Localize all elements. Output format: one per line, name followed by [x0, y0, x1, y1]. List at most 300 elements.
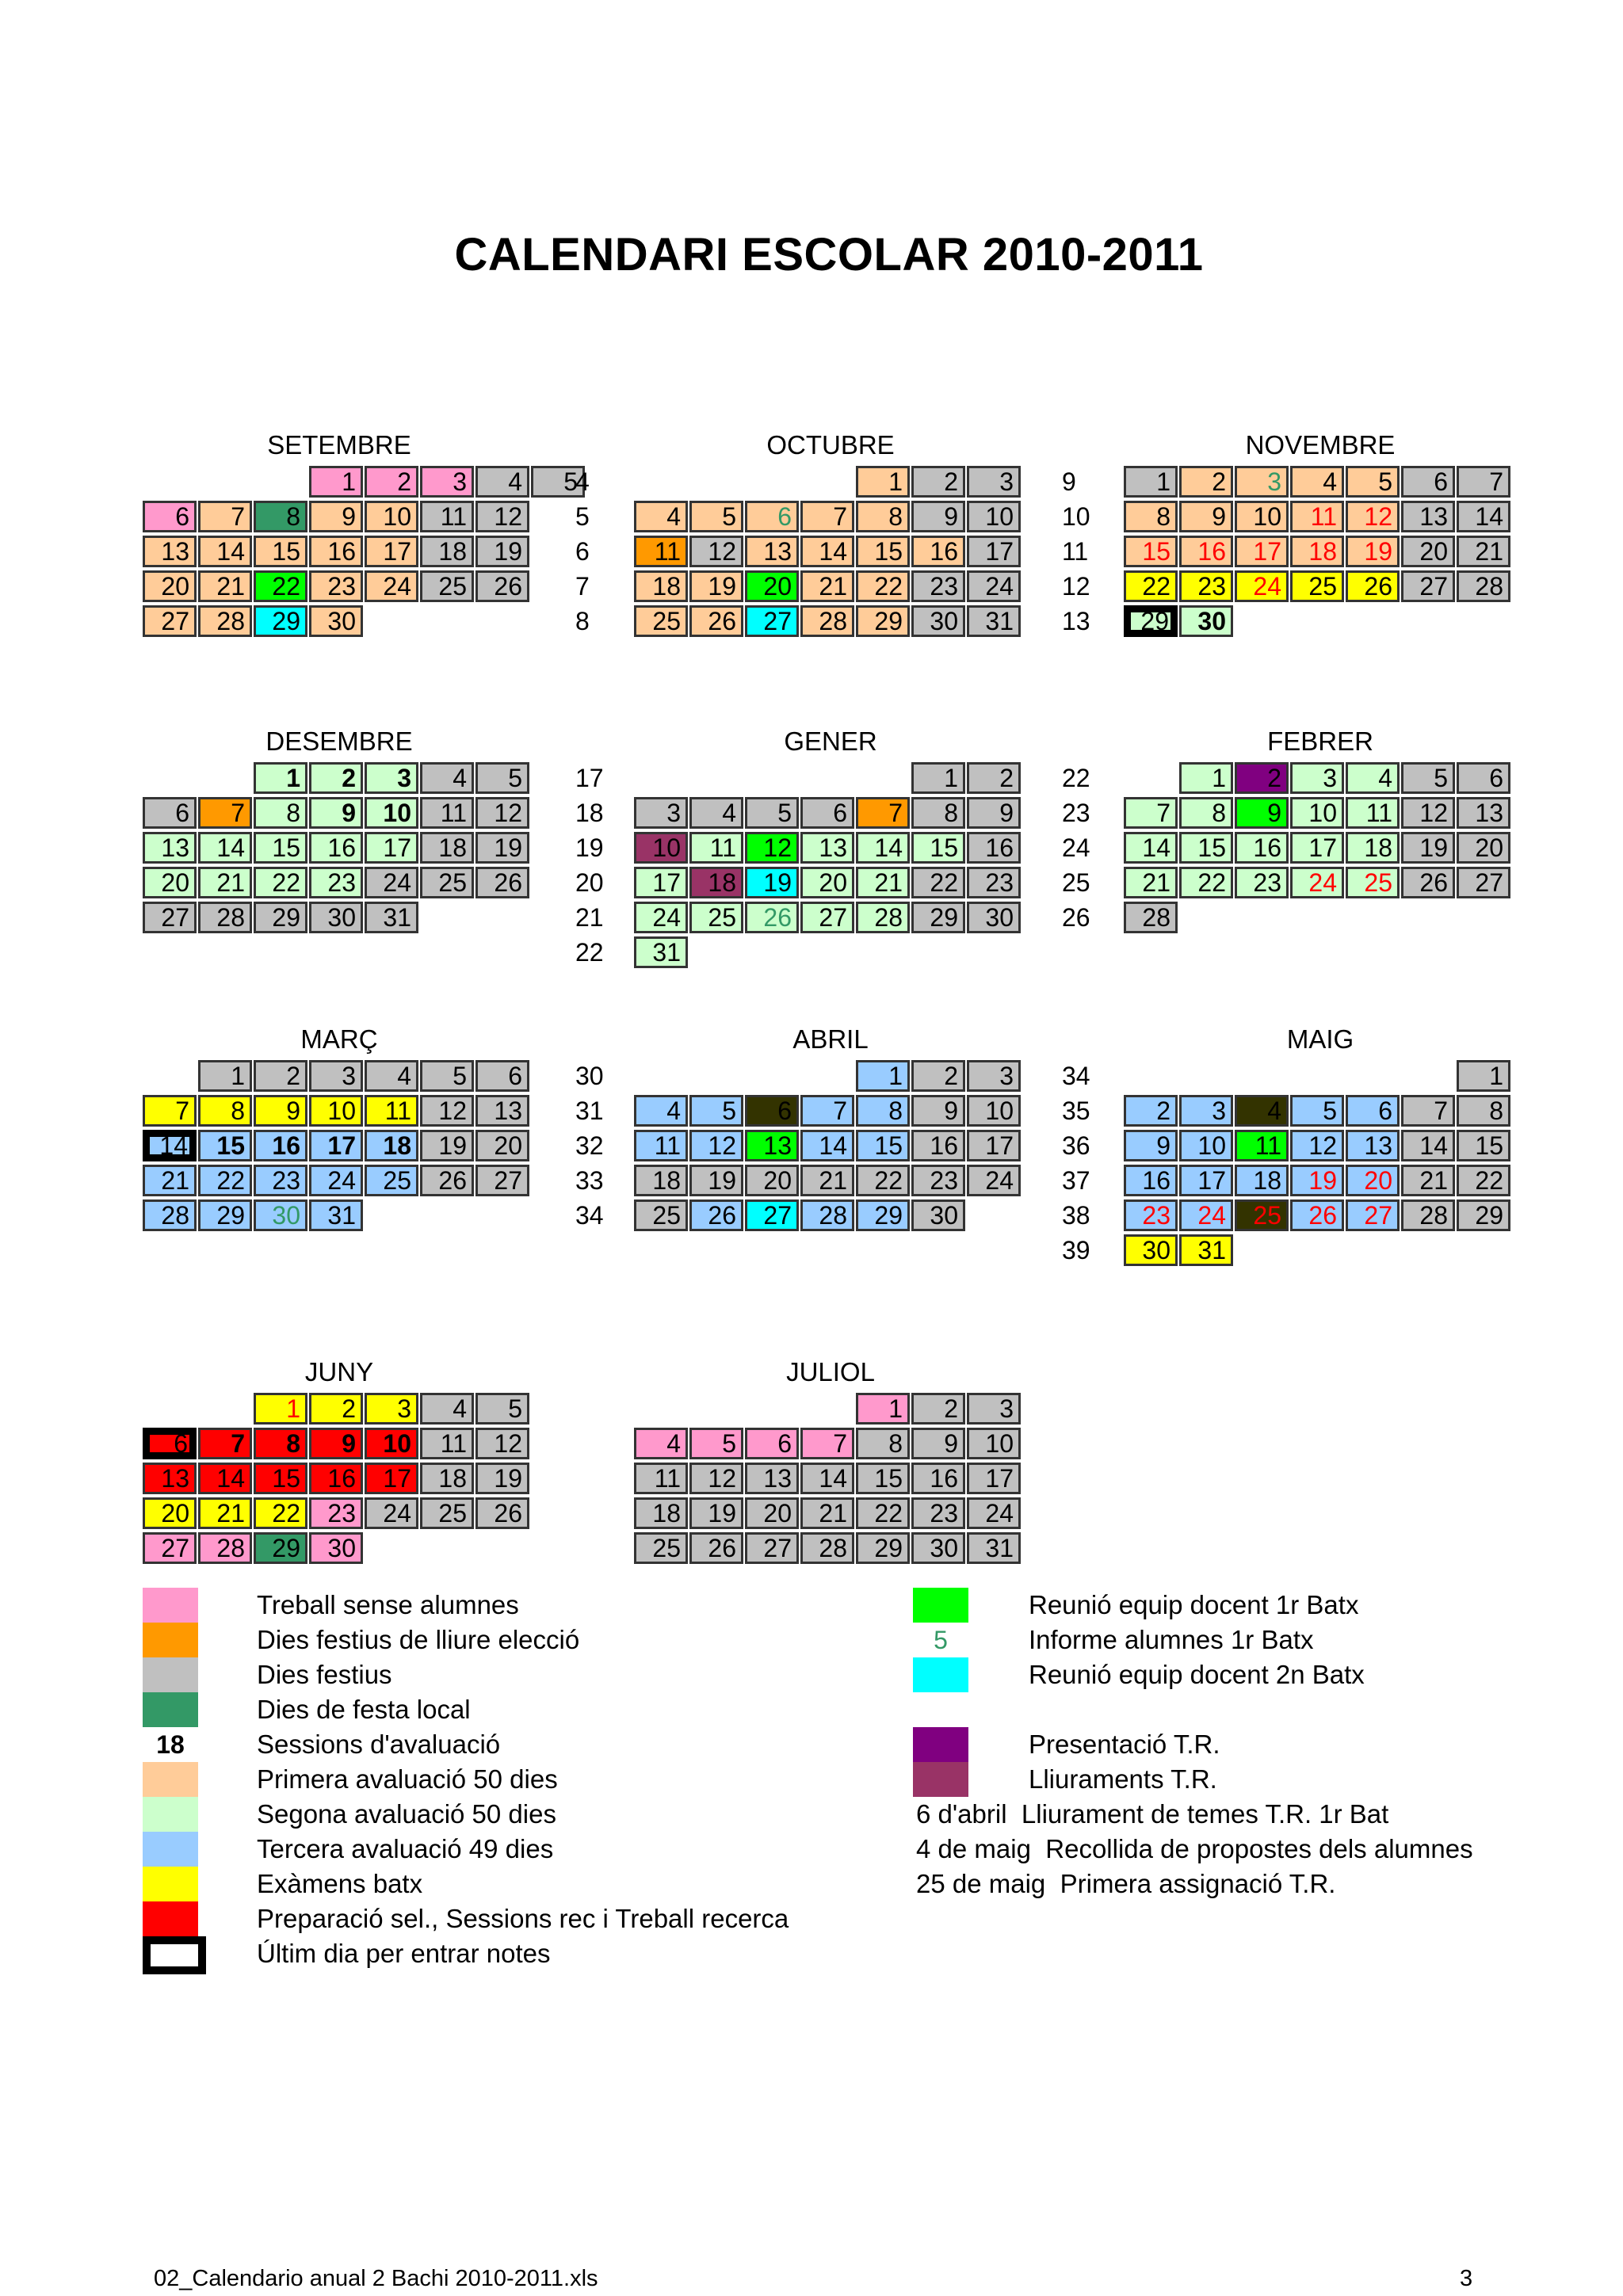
day-cell: 4 [1235, 1095, 1289, 1127]
legend-label: Dies de festa local [257, 1695, 471, 1724]
day-cell: 2 [365, 466, 418, 498]
day-cell: 26 [745, 902, 799, 933]
day-cell: 19 [689, 1165, 743, 1196]
day-cell: 27 [745, 1199, 799, 1231]
day-cell: 5 [745, 797, 799, 829]
day-cell: 16 [309, 536, 363, 567]
day-cell: 2 [1235, 762, 1289, 794]
day-cell: 10 [1290, 797, 1344, 829]
day-cell: 30 [309, 1532, 363, 1564]
day-cell: 14 [800, 1463, 854, 1494]
day-cell: 17 [365, 536, 418, 567]
day-cell: 23 [1179, 570, 1233, 602]
day-cell: 29 [1457, 1199, 1510, 1231]
day-cell: 19 [475, 832, 529, 864]
day-cell: 2 [911, 1393, 965, 1425]
day-cell: 7 [800, 501, 854, 532]
week-number: 35 [1062, 1097, 1090, 1125]
legend-swatch [913, 1657, 968, 1692]
day-cell: 30 [1179, 605, 1233, 637]
week-number: 30 [575, 1062, 604, 1090]
day-cell: 11 [420, 501, 474, 532]
day-cell: 25 [634, 605, 688, 637]
note-row [916, 1832, 1473, 1867]
day-cell: 27 [1346, 1199, 1400, 1231]
day-cell: 28 [1457, 570, 1510, 602]
week-number: 37 [1062, 1166, 1090, 1195]
week-number: 18 [575, 799, 604, 827]
day-cell: 20 [475, 1130, 529, 1161]
day-cell: 18 [420, 1463, 474, 1494]
day-cell: 8 [1457, 1095, 1510, 1127]
day-cell: 6 [1346, 1095, 1400, 1127]
day-cell: 25 [1290, 570, 1344, 602]
legend-swatch [143, 1797, 198, 1832]
day-cell: 12 [1290, 1130, 1344, 1161]
day-cell: 16 [911, 1130, 965, 1161]
legend-label: Presentació T.R. [1029, 1730, 1220, 1759]
day-cell: 1 [856, 1060, 910, 1092]
day-cell: 26 [689, 1532, 743, 1564]
day-cell: 15 [1124, 536, 1178, 567]
day-cell: 20 [143, 867, 197, 898]
day-cell: 10 [309, 1095, 363, 1127]
day-cell: 31 [309, 1199, 363, 1231]
week-number: 38 [1062, 1201, 1090, 1230]
week-number: 20 [575, 868, 604, 897]
day-cell: 27 [745, 605, 799, 637]
day-cell: 7 [1457, 466, 1510, 498]
day-cell: 4 [1346, 762, 1400, 794]
day-cell: 28 [198, 902, 252, 933]
day-cell: 4 [689, 797, 743, 829]
day-cell: 16 [1179, 536, 1233, 567]
day-cell: 12 [475, 501, 529, 532]
day-cell: 22 [1457, 1165, 1510, 1196]
day-cell: 4 [634, 1095, 688, 1127]
day-cell: 9 [967, 797, 1021, 829]
day-cell: 21 [1401, 1165, 1455, 1196]
day-cell: 28 [198, 605, 252, 637]
day-cell: 23 [254, 1165, 307, 1196]
day-cell: 3 [365, 762, 418, 794]
day-cell: 12 [745, 832, 799, 864]
day-cell: 18 [420, 536, 474, 567]
day-cell: 15 [856, 536, 910, 567]
day-cell: 21 [800, 1165, 854, 1196]
day-cell: 17 [634, 867, 688, 898]
day-cell: 15 [198, 1130, 252, 1161]
day-cell: 3 [1235, 466, 1289, 498]
day-cell: 30 [309, 605, 363, 637]
day-cell: 16 [967, 832, 1021, 864]
day-cell: 9 [309, 797, 363, 829]
day-cell: 10 [967, 1095, 1021, 1127]
day-cell: 11 [634, 536, 688, 567]
day-cell: 17 [365, 1463, 418, 1494]
month-name: JULIOL [786, 1357, 875, 1386]
day-cell: 29 [198, 1199, 252, 1231]
week-number: 26 [1062, 903, 1090, 932]
note-label: Primera assignació T.R. [1045, 1869, 1336, 1898]
day-cell: 6 [1401, 466, 1455, 498]
legend-sample: 5 [934, 1626, 948, 1654]
day-cell: 7 [800, 1095, 854, 1127]
day-cell: 5 [1346, 466, 1400, 498]
day-cell: 14 [1457, 501, 1510, 532]
day-cell: 18 [1235, 1165, 1289, 1196]
day-cell: 1 [198, 1060, 252, 1092]
day-cell: 24 [1290, 867, 1344, 898]
legend-swatch [143, 1657, 198, 1692]
week-number: 34 [1062, 1062, 1090, 1090]
day-cell: 29 [911, 902, 965, 933]
day-cell: 23 [309, 867, 363, 898]
week-number: 33 [575, 1166, 604, 1195]
day-cell: 31 [365, 902, 418, 933]
day-cell: 2 [911, 466, 965, 498]
day-cell: 23 [967, 867, 1021, 898]
day-cell: 13 [1346, 1130, 1400, 1161]
day-cell: 26 [1346, 570, 1400, 602]
day-cell: 3 [420, 466, 474, 498]
day-cell: 16 [309, 1463, 363, 1494]
day-cell: 3 [967, 1060, 1021, 1092]
day-cell: 31 [634, 936, 688, 968]
day-cell: 2 [911, 1060, 965, 1092]
day-cell: 7 [198, 1428, 252, 1459]
day-cell: 9 [911, 1095, 965, 1127]
day-cell: 5 [475, 1393, 529, 1425]
day-cell: 24 [967, 1497, 1021, 1529]
day-cell: 28 [800, 1532, 854, 1564]
day-cell: 29 [254, 902, 307, 933]
day-cell: 17 [967, 1463, 1021, 1494]
day-cell: 19 [475, 1463, 529, 1494]
day-cell: 2 [1179, 466, 1233, 498]
day-cell: 24 [1235, 570, 1289, 602]
day-cell: 30 [911, 1199, 965, 1231]
day-cell: 1 [1179, 762, 1233, 794]
legend-label: Segona avaluació 50 dies [257, 1799, 556, 1829]
day-cell: 21 [198, 570, 252, 602]
day-cell: 8 [254, 1428, 307, 1459]
day-cell: 10 [1235, 501, 1289, 532]
day-cell: 15 [856, 1463, 910, 1494]
day-cell: 21 [143, 1165, 197, 1196]
day-cell: 19 [420, 1130, 474, 1161]
month-name: OCTUBRE [766, 430, 895, 460]
day-cell: 27 [475, 1165, 529, 1196]
note-row [916, 1797, 1388, 1832]
week-number: 13 [1062, 607, 1090, 635]
week-number: 23 [1062, 799, 1090, 827]
day-cell: 15 [1179, 832, 1233, 864]
legend-swatch [913, 1762, 968, 1797]
day-cell: 4 [634, 1428, 688, 1459]
day-cell: 25 [365, 1165, 418, 1196]
month-name: JUNY [304, 1357, 374, 1386]
day-cell: 22 [254, 1497, 307, 1529]
week-number: 5 [575, 502, 590, 531]
day-cell: 12 [420, 1095, 474, 1127]
month-name: NOVEMBRE [1245, 430, 1396, 460]
day-cell: 14 [800, 536, 854, 567]
day-cell: 10 [967, 501, 1021, 532]
legend-swatch [143, 1692, 198, 1727]
day-cell: 28 [143, 1199, 197, 1231]
day-cell: 6 [745, 1095, 799, 1127]
day-cell: 3 [365, 1393, 418, 1425]
day-cell: 18 [689, 867, 743, 898]
week-number: 34 [575, 1201, 604, 1230]
day-cell: 13 [143, 832, 197, 864]
day-cell: 26 [475, 570, 529, 602]
day-cell: 26 [689, 1199, 743, 1231]
day-cell: 28 [1401, 1199, 1455, 1231]
week-number: 12 [1062, 572, 1090, 601]
day-cell: 21 [1124, 867, 1178, 898]
day-cell: 10 [634, 832, 688, 864]
day-cell: 1 [309, 466, 363, 498]
day-cell: 30 [911, 1532, 965, 1564]
day-cell: 27 [800, 902, 854, 933]
day-cell: 20 [745, 1165, 799, 1196]
week-number: 7 [575, 572, 590, 601]
day-cell: 20 [745, 1497, 799, 1529]
day-cell: 30 [911, 605, 965, 637]
day-cell: 25 [1346, 867, 1400, 898]
day-cell: 1 [1124, 466, 1178, 498]
day-cell: 7 [1401, 1095, 1455, 1127]
day-cell: 14 [800, 1130, 854, 1161]
legend-label: Lliuraments T.R. [1029, 1764, 1217, 1794]
legend-label: Últim dia per entrar notes [257, 1939, 551, 1968]
day-cell: 15 [856, 1130, 910, 1161]
day-cell: 14 [1124, 832, 1178, 864]
day-cell: 25 [689, 902, 743, 933]
legend-label: Reunió equip docent 1r Batx [1029, 1590, 1359, 1619]
day-cell: 3 [634, 797, 688, 829]
day-cell: 23 [911, 1497, 965, 1529]
week-number: 32 [575, 1131, 604, 1160]
footer-filename: 02_Calendario anual 2 Bachi 2010-2011.xls [154, 2266, 598, 2291]
note-label: Lliurament de temes T.R. 1r Bat [1006, 1799, 1389, 1829]
day-cell: 31 [967, 605, 1021, 637]
page-title: CALENDARI ESCOLAR 2010-2011 [454, 229, 1204, 280]
day-cell: 11 [634, 1463, 688, 1494]
day-cell: 7 [1124, 797, 1178, 829]
day-cell: 14 [143, 1130, 197, 1161]
day-cell: 4 [420, 762, 474, 794]
day-cell: 3 [967, 466, 1021, 498]
day-cell: 24 [365, 570, 418, 602]
day-cell: 3 [967, 1393, 1021, 1425]
day-cell: 12 [689, 1463, 743, 1494]
day-cell: 17 [967, 536, 1021, 567]
day-cell: 6 [745, 1428, 799, 1459]
day-cell: 1 [911, 762, 965, 794]
month-name: FEBRER [1267, 727, 1373, 756]
note-label: Recollida de propostes dels alumnes [1030, 1834, 1473, 1863]
day-cell: 26 [1290, 1199, 1344, 1231]
day-cell: 30 [1124, 1234, 1178, 1266]
day-cell: 23 [309, 1497, 363, 1529]
day-cell: 18 [1290, 536, 1344, 567]
week-number: 19 [575, 833, 604, 862]
day-cell: 4 [634, 501, 688, 532]
week-number: 8 [575, 607, 590, 635]
day-cell: 11 [634, 1130, 688, 1161]
day-cell: 12 [1346, 501, 1400, 532]
legend-swatch [143, 1936, 206, 1974]
day-cell: 9 [1179, 501, 1233, 532]
day-cell: 29 [254, 1532, 307, 1564]
day-cell: 23 [1235, 867, 1289, 898]
note-date: 25 de maig [916, 1869, 1046, 1898]
week-number: 22 [575, 938, 604, 967]
day-cell: 3 [309, 1060, 363, 1092]
day-cell: 24 [309, 1165, 363, 1196]
day-cell: 7 [800, 1428, 854, 1459]
day-cell: 1 [254, 1393, 307, 1425]
week-number: 22 [1062, 764, 1090, 792]
legend-swatch [913, 1727, 968, 1762]
day-cell: 6 [143, 1428, 197, 1459]
day-cell: 14 [856, 832, 910, 864]
day-cell: 12 [689, 536, 743, 567]
day-cell: 9 [309, 1428, 363, 1459]
day-cell: 16 [911, 1463, 965, 1494]
day-cell: 31 [1179, 1234, 1233, 1266]
day-cell: 28 [198, 1532, 252, 1564]
day-cell: 10 [365, 797, 418, 829]
day-cell: 15 [254, 832, 307, 864]
day-cell: 25 [1235, 1199, 1289, 1231]
day-cell: 22 [254, 570, 307, 602]
legend-swatch [143, 1762, 198, 1797]
day-cell: 16 [309, 832, 363, 864]
day-cell: 1 [856, 466, 910, 498]
day-cell: 20 [1401, 536, 1455, 567]
day-cell: 18 [634, 1497, 688, 1529]
day-cell: 30 [967, 902, 1021, 933]
month-name: DESEMBRE [265, 727, 413, 756]
legend-swatch [143, 1901, 198, 1936]
day-cell: 27 [143, 605, 197, 637]
day-cell: 6 [143, 501, 197, 532]
day-cell: 10 [967, 1428, 1021, 1459]
day-cell: 1 [254, 762, 307, 794]
day-cell: 16 [911, 536, 965, 567]
day-cell: 21 [198, 1497, 252, 1529]
day-cell: 19 [1401, 832, 1455, 864]
legend-label: Primera avaluació 50 dies [257, 1764, 558, 1794]
day-cell: 28 [856, 902, 910, 933]
day-cell: 30 [254, 1199, 307, 1231]
day-cell: 29 [254, 605, 307, 637]
day-cell: 16 [254, 1130, 307, 1161]
day-cell: 4 [1290, 466, 1344, 498]
day-cell: 13 [800, 832, 854, 864]
day-cell: 16 [1235, 832, 1289, 864]
day-cell: 22 [856, 1497, 910, 1529]
day-cell: 29 [856, 605, 910, 637]
day-cell: 1 [856, 1393, 910, 1425]
day-cell: 9 [911, 1428, 965, 1459]
day-cell: 20 [1457, 832, 1510, 864]
day-cell: 21 [198, 867, 252, 898]
day-cell: 29 [1124, 605, 1178, 637]
day-cell: 11 [365, 1095, 418, 1127]
day-cell: 2 [967, 762, 1021, 794]
legend-label: Treball sense alumnes [257, 1590, 519, 1619]
week-number: 36 [1062, 1131, 1090, 1160]
day-cell: 8 [254, 797, 307, 829]
day-cell: 26 [420, 1165, 474, 1196]
legend-label: Reunió equip docent 2n Batx [1029, 1660, 1365, 1689]
day-cell: 14 [198, 1463, 252, 1494]
day-cell: 6 [745, 501, 799, 532]
day-cell: 13 [143, 536, 197, 567]
day-cell: 8 [856, 1095, 910, 1127]
day-cell: 21 [800, 1497, 854, 1529]
day-cell: 11 [420, 797, 474, 829]
day-cell: 5 [531, 466, 585, 498]
day-cell: 15 [911, 832, 965, 864]
day-cell: 12 [475, 797, 529, 829]
day-cell: 4 [475, 466, 529, 498]
month-name: MAIG [1286, 1024, 1354, 1054]
day-cell: 17 [1235, 536, 1289, 567]
day-cell: 7 [856, 797, 910, 829]
day-cell: 9 [254, 1095, 307, 1127]
day-cell: 20 [800, 867, 854, 898]
day-cell: 22 [856, 1165, 910, 1196]
week-number: 31 [575, 1097, 604, 1125]
legend-swatch [143, 1867, 198, 1901]
day-cell: 8 [1179, 797, 1233, 829]
month-name: SETEMBRE [267, 430, 411, 460]
legend-swatch [143, 1588, 198, 1623]
day-cell: 18 [634, 1165, 688, 1196]
day-cell: 27 [1401, 570, 1455, 602]
note-date: 6 d'abril [916, 1799, 1007, 1829]
day-cell: 28 [800, 1199, 854, 1231]
week-number: 17 [575, 764, 604, 792]
day-cell: 15 [254, 536, 307, 567]
day-cell: 18 [420, 832, 474, 864]
day-cell: 25 [634, 1532, 688, 1564]
day-cell: 11 [1290, 501, 1344, 532]
day-cell: 8 [856, 501, 910, 532]
day-cell: 13 [475, 1095, 529, 1127]
day-cell: 25 [420, 867, 474, 898]
day-cell: 17 [967, 1130, 1021, 1161]
legend-label: Tercera avaluació 49 dies [257, 1834, 554, 1863]
week-number: 39 [1062, 1236, 1090, 1264]
day-cell: 29 [856, 1199, 910, 1231]
day-cell: 4 [365, 1060, 418, 1092]
legend-label: Dies festius de lliure elecció [257, 1625, 580, 1654]
day-cell: 18 [634, 570, 688, 602]
day-cell: 22 [911, 867, 965, 898]
day-cell: 19 [1346, 536, 1400, 567]
day-cell: 14 [198, 832, 252, 864]
day-cell: 24 [365, 1497, 418, 1529]
day-cell: 2 [309, 762, 363, 794]
legend-label: Exàmens batx [257, 1869, 423, 1898]
